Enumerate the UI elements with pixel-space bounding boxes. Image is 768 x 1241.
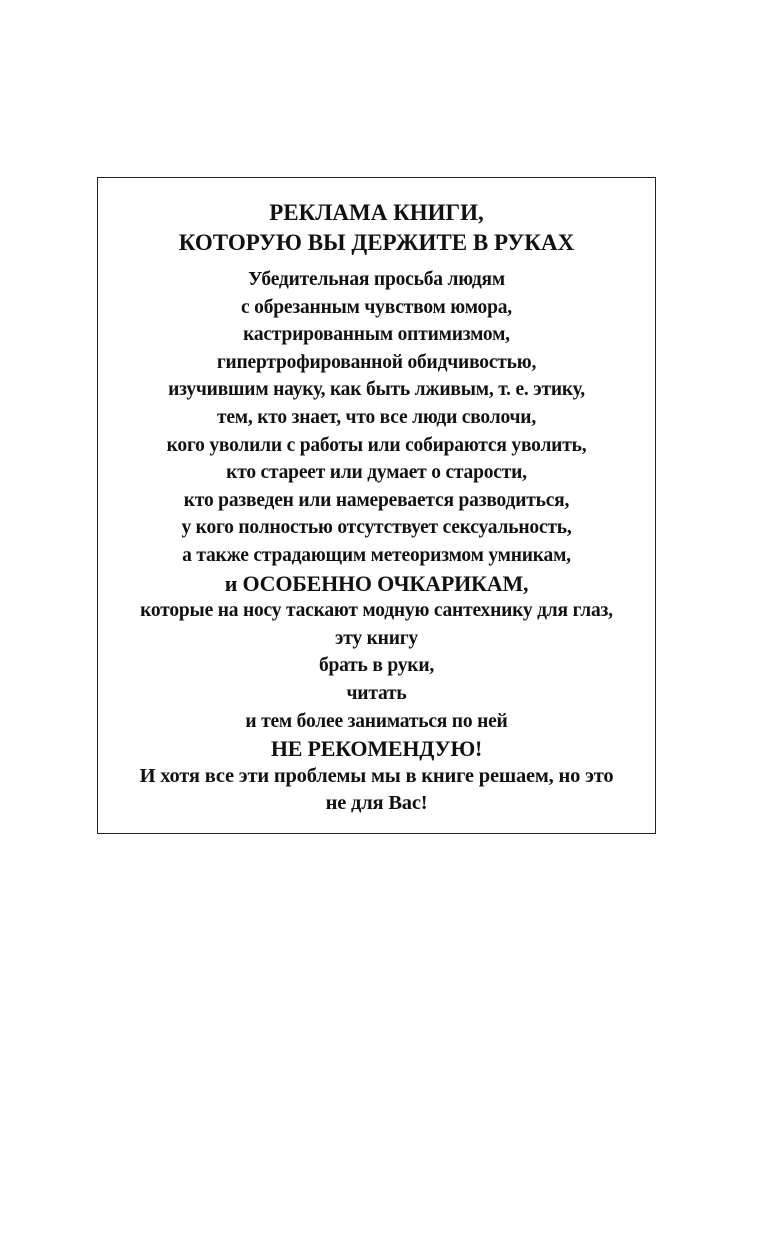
body-line: И хотя все эти проблемы мы в книге решаем, но это: [139, 764, 614, 787]
body-line: а также страдающим метеоризмом умникам,: [182, 544, 571, 566]
body-line: гипертрофированной обидчивостью,: [216, 351, 537, 373]
body-line: эту книгу: [335, 627, 418, 649]
body-line: с обрезанным чувством юмора,: [241, 296, 512, 318]
emphasis-line: и ОСОБЕННО ОЧКАРИКАМ,: [224, 570, 529, 596]
ad-title: [98, 198, 655, 258]
advertisement-box: [97, 177, 656, 834]
body-line: не для Вас!: [325, 792, 428, 815]
body-line: Убедительная просьба людям: [248, 269, 505, 290]
body-line: брать в руки,: [318, 655, 435, 677]
body-line: кого уволили с работы или собираются уволить,: [166, 434, 587, 456]
body-line: кто разведен или намеревается разводиться,: [183, 489, 570, 511]
body-line: и тем более заниматься по ней: [245, 710, 508, 732]
title-line: РЕКЛАМА КНИГИ,: [269, 200, 484, 225]
body-line: читать: [346, 682, 407, 704]
title-line: КОТОРУЮ ВЫ ДЕРЖИТЕ В РУКАХ: [178, 230, 575, 255]
body-line: тем, кто знает, что все люди сволочи,: [216, 406, 537, 428]
ad-body: [98, 266, 655, 818]
body-line: кто стареет или думает о старости,: [226, 462, 527, 484]
body-line: которые на носу таскают модную сантехнику для глаз,: [140, 600, 613, 622]
body-line: изучившим науку, как быть лживым, т. е. этику,: [168, 379, 585, 401]
body-line: кастрированным оптимизмом,: [243, 324, 510, 346]
emphasis-line: НЕ РЕКОМЕНДУЮ!: [270, 736, 483, 762]
body-line: у кого полностью отсутствует сексуальность,: [181, 517, 572, 539]
